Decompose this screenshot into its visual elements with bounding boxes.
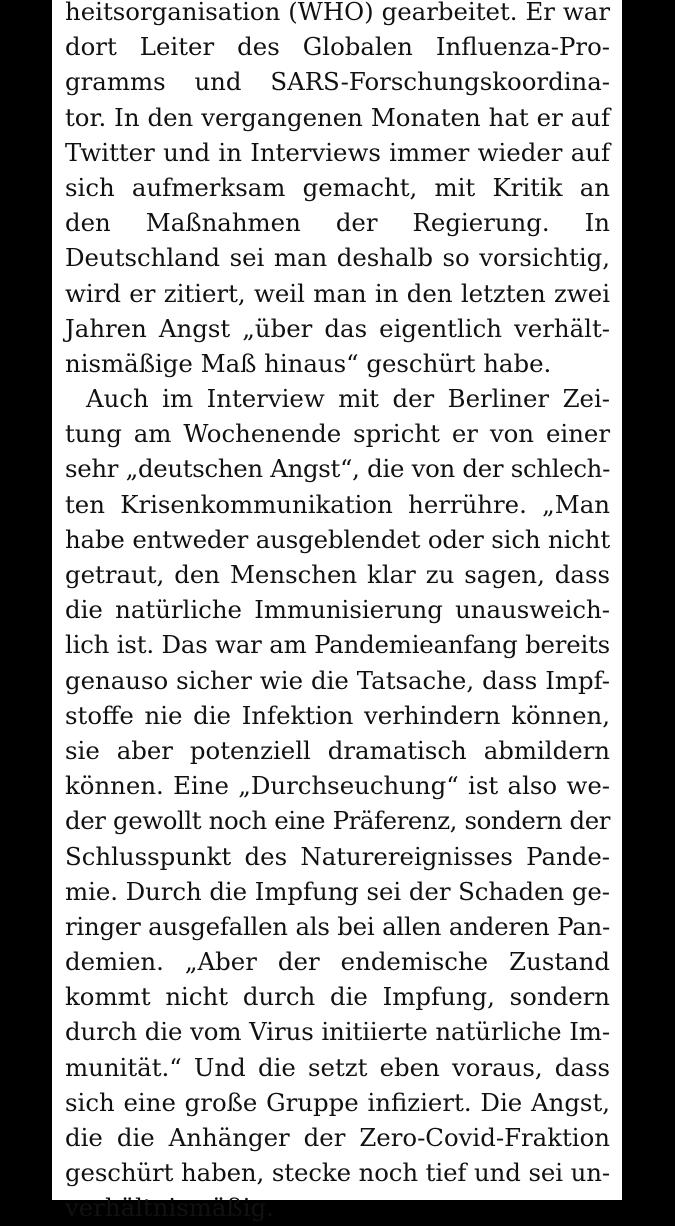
text-line: wird er zitiert, weil man in den letzten zwei [65,278,610,308]
text-line: der gewollt noch eine Präferenz, sondern der [65,806,610,836]
text-line: munität.“ Und die setzt eben voraus, dass [65,1052,610,1082]
text-line: kommt nicht durch die Impfung, sondern [65,982,610,1012]
text-line: genauso sicher wie die Tatsache, dass Impf- [65,665,610,695]
text-line: Jahren Angst „über das eigentlich verhält- [65,313,610,343]
text-line: Schlusspunkt des Naturereignisses Pande- [65,841,610,871]
text-line: stoffe nie die Infektion verhindern können, [65,700,610,730]
text-line: heitsorganisation (WHO) gearbeitet. Er war [65,0,610,26]
text-line: die die Anhänger der Zero-Covid-Fraktion [65,1123,610,1152]
text-line: den Maßnahmen der Regierung. In [65,208,610,238]
text-line: Auch im Interview mit der Berliner Zei- [86,384,610,414]
text-line: lich ist. Das war am Pandemieanfang bereits [65,630,610,660]
text-line: habe entweder ausgeblendet oder sich nicht [65,524,610,554]
text-line: Twitter und in Interviews immer wieder auf [65,137,610,167]
paragraph-1 [65,0,610,381]
text-line: sich eine große Gruppe infiziert. Die Angst, [65,1087,610,1117]
text-line: ten Krisenkommunikation herrühre. „Man [65,489,610,519]
text-line: mie. Durch die Impfung sei der Schaden ge- [65,876,610,906]
text-line: Deutschland sei man deshalb so vorsichtig, [65,243,610,273]
text-line: nismäßige Maß hinaus“ geschürt habe. [65,348,552,378]
text-line: getraut, den Menschen klar zu sagen, dass [65,560,610,589]
paragraph-2 [65,381,610,1226]
text-line: können. Eine „Durchseuchung“ ist also we- [65,771,610,801]
text-line: tung am Wochenende spricht er von einer [65,419,610,449]
text-line: tor. In den vergangenen Monaten hat er auf [65,102,610,132]
text-line: verhältnismäßig. [65,1193,274,1223]
text-line: demien. „Aber der endemische Zustand [65,947,610,977]
text-line: durch die vom Virus initiierte natürliche Im- [65,1017,610,1047]
text-line: gramms und SARS-Forschungskoordina- [65,67,610,97]
text-line: geschürt haben, stecke noch tief und sei un- [65,1158,610,1188]
text-line: die natürliche Immunisierung unausweich- [65,595,610,625]
text-line: sie aber potenziell dramatisch abmildern [65,735,610,765]
text-line: dort Leiter des Globalen Influenza-Pro- [65,32,610,62]
text-line: sehr „deutschen Angst“, die von der schlech- [65,454,610,484]
text-line: ringer ausgefallen als bei allen anderen Pan- [65,911,610,941]
article-body [65,0,610,1226]
text-line: sich aufmerksam gemacht, mit Kritik an [65,172,610,202]
newspaper-page [52,0,622,1223]
